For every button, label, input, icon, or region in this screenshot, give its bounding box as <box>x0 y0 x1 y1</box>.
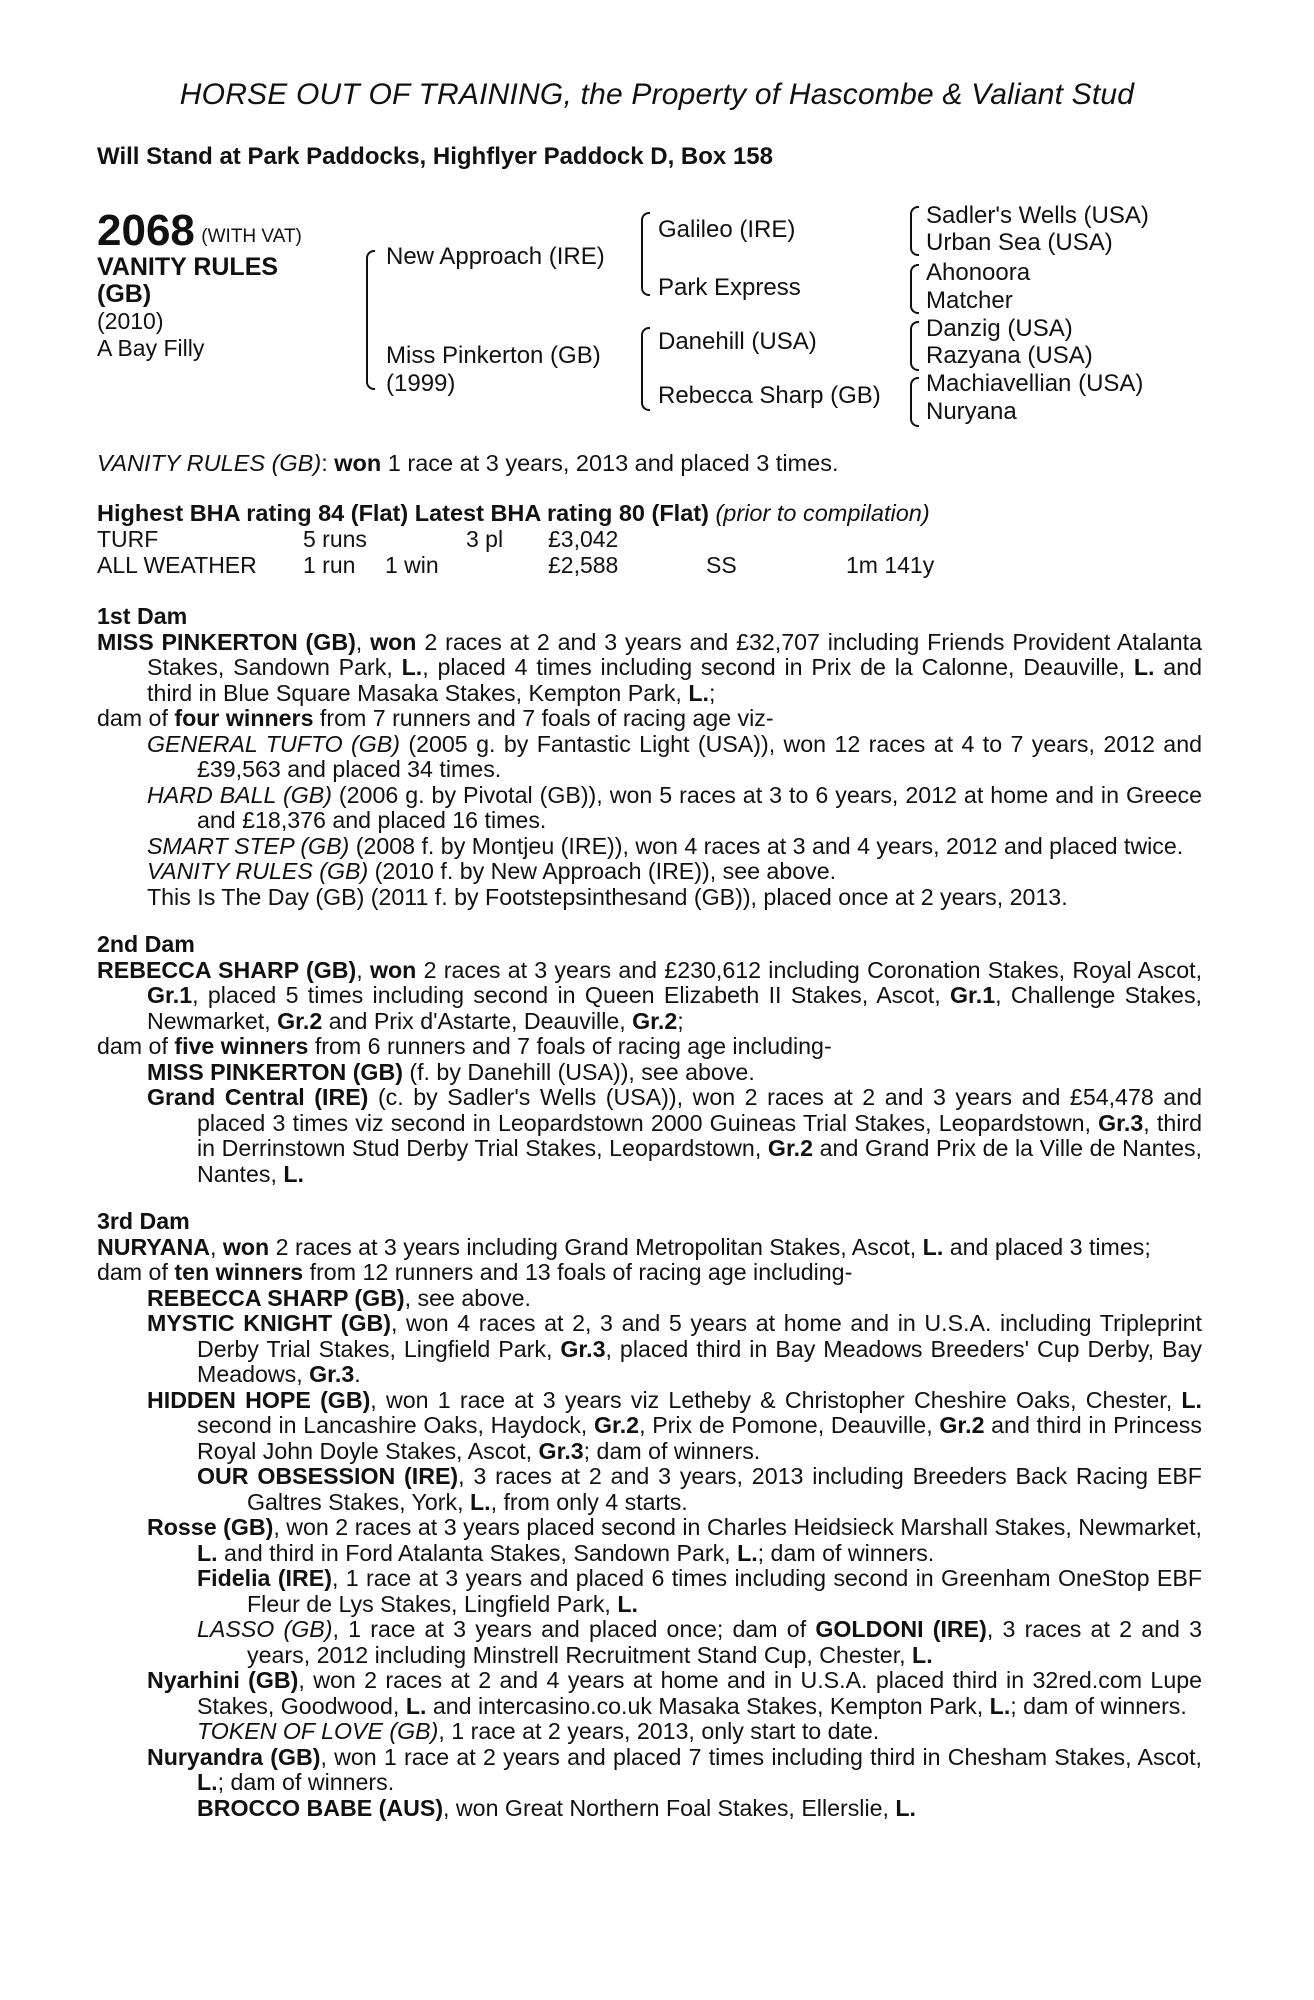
punct: . <box>354 1361 361 1387</box>
dam-dam: Rebecca Sharp (GB) <box>658 382 881 409</box>
dam1-won: won <box>370 628 417 655</box>
foal-name: GOLDONI (IRE) <box>815 1616 987 1642</box>
foal-text: , won 1 race at 3 years viz Letheby & Christopher Cheshire Oaks, Chester, <box>370 1386 1182 1413</box>
foal-text: (2010 f. by New Approach (IRE)), see above. <box>368 858 837 884</box>
grandfoal-entry <box>97 1566 1202 1617</box>
dam2-record: REBECCA SHARP (GB), won 2 races at 3 years and £230,612 including Coronation Stakes, Royal Ascot, Gr.1, placed 5 times including second in Queen Elizabeth II Stakes, Ascot, Gr.1, Challenge Stakes, Newmarket, Gr.2 and Prix d'Astarte, Deauville, Gr.2; <box>97 956 1203 1034</box>
foal-name: MISS PINKERTON (GB) <box>147 1058 403 1085</box>
rating-line <box>97 500 930 527</box>
sire-dam-dam: Matcher <box>926 287 1013 314</box>
sire-dam: Park Express <box>658 274 801 301</box>
dam3-record: NURYANA, won 2 races at 3 years including Grand Metropolitan Stakes, Ascot, L. and placed 3 times; <box>97 1233 1151 1260</box>
foal-name: Fidelia (IRE) <box>197 1565 332 1591</box>
dam1-heading: 1st Dam <box>97 603 188 629</box>
foal-text: (2008 f. by Montjeu (IRE)), won 4 races at 3 and 4 years, 2012 and placed twice. <box>349 832 1184 859</box>
dam2-heading: 2nd Dam <box>97 931 195 957</box>
dam1-text3: and third in Blue Square Masaka Stakes, Kempton Park, <box>147 654 1202 706</box>
group-mark: Gr.1 <box>147 982 193 1008</box>
foal-text: , 1 race at 3 years and placed 6 times including second in Greenham OneStop EBF Fleur de Lys Stakes, Lingfield Park, <box>247 1565 1202 1617</box>
foal-name: Rosse (GB) <box>147 1514 274 1540</box>
foal-text: ; dam of winners. <box>757 1539 935 1566</box>
dam: Miss Pinkerton (GB) <box>386 342 601 369</box>
group-mark: Gr.3 <box>1098 1109 1144 1136</box>
punct: ; <box>708 679 716 706</box>
dam-sire-dam: Razyana (USA) <box>926 342 1093 369</box>
foal-text: (f. by Danehill (USA)), see above. <box>402 1058 755 1085</box>
foal-name: Grand Central (IRE) <box>147 1084 369 1110</box>
foal-text: ; dam of winners. <box>217 1769 395 1795</box>
dam1-winners: four winners <box>174 705 314 731</box>
dam1-text: 2 races at 2 and 3 years and £32,707 including Friends Provident Atalanta Stakes, Sandown Park, <box>147 628 1202 680</box>
listed-mark: L. <box>688 679 709 706</box>
dam-sire-sire: Danzig (USA) <box>926 315 1073 342</box>
foal-entry <box>97 783 1202 834</box>
group-mark: Gr.3 <box>309 1361 355 1387</box>
listed-mark: L. <box>1181 1386 1202 1413</box>
dam3-produce <box>97 1260 1202 1286</box>
dam3-won: won <box>222 1233 270 1260</box>
foal-entry <box>97 1668 1202 1719</box>
dam3-damof: dam of <box>97 1259 175 1285</box>
foal-text: , third in Derrinstown Stud Derby Trial Stakes, Leopardstown, <box>197 1109 1202 1161</box>
dam3-text: 2 races at 3 years including Grand Metropolitan Stakes, Ascot, <box>269 1233 923 1260</box>
foal-entry <box>97 834 1202 860</box>
rating-note: (prior to compilation) <box>715 500 930 526</box>
record-turf-label: TURF <box>97 526 159 552</box>
listed-mark: L. <box>737 1539 758 1566</box>
foal-entry <box>97 859 1202 885</box>
grandfoal-entry <box>97 1617 1202 1668</box>
listed-mark: L. <box>197 1769 218 1795</box>
foal-name: REBECCA SHARP (GB) <box>147 1284 405 1311</box>
dam-sire: Danehill (USA) <box>658 328 817 355</box>
record-aw-wins: 1 win <box>385 552 439 578</box>
foal-text: , won Great Northern Foal Stakes, Ellerslie, <box>443 1794 896 1821</box>
dam1-produce-text: from 7 runners and 7 foals of racing age viz- <box>313 705 774 731</box>
listed-mark: L. <box>197 1539 218 1566</box>
dam3-name: NURYANA <box>97 1233 210 1260</box>
record-aw-prize: £2,588 <box>548 552 619 578</box>
dam2-text: , Challenge Stakes, Newmarket, <box>147 982 1202 1034</box>
listed-mark: L. <box>912 1641 933 1668</box>
grandfoal-entry <box>97 1719 1202 1745</box>
foal-name: OUR OBSESSION (IRE) <box>197 1463 459 1489</box>
sire-sire-dam: Urban Sea (USA) <box>926 229 1113 256</box>
group-mark: Gr.2 <box>277 1007 323 1034</box>
race-summary: VANITY RULES (GB): won 1 race at 3 years, 2013 and placed 3 times. <box>97 450 839 476</box>
dam-sections <box>97 604 1202 1821</box>
group-mark: Gr.3 <box>538 1437 584 1464</box>
group-mark: Gr.3 <box>560 1335 606 1362</box>
foal-entry <box>97 1515 1202 1566</box>
foal-text: , 1 race at 2 years, 2013, only start to date. <box>438 1718 880 1744</box>
foal-text: , won 2 races at 3 years placed second in Charles Heidsieck Marshall Stakes, Newmarket, <box>273 1514 1202 1540</box>
foal-name: BROCCO BABE (AUS) <box>197 1794 444 1821</box>
dam-dam-dam: Nuryana <box>926 398 1017 425</box>
foal-entry <box>97 732 1202 783</box>
record-turf-prize: £3,042 <box>548 526 619 552</box>
record-aw-surface: SS <box>706 552 737 578</box>
summary-won: won <box>334 450 382 476</box>
dam2-text: , placed 5 times including second in Queen Elizabeth II Stakes, Ascot, <box>192 982 950 1008</box>
sire-dam-sire: Ahonoora <box>926 259 1031 286</box>
dam2-damof: dam of <box>97 1033 175 1059</box>
foal-text: , placed third in Bay Meadows Breeders' Cup Derby, Bay Meadows, <box>197 1335 1202 1387</box>
listed-mark: L. <box>469 1488 491 1515</box>
foal-name: Nuryandra (GB) <box>147 1743 321 1770</box>
foal-entry <box>97 1085 1202 1187</box>
foal-text: , won 4 races at 2, 3 and 5 years at home and in U.S.A. including Tripleprint Derby Trial Stakes, Lingfield Park, <box>197 1310 1203 1362</box>
dam2-winners: five winners <box>174 1033 309 1059</box>
foal-text: ; dam of winners. <box>1010 1692 1187 1719</box>
foal-name: HIDDEN HOPE (GB) <box>147 1386 371 1413</box>
foal-text: (2006 g. by Pivotal (GB)), won 5 races at 3 to 6 years, 2012 at home and in Greece and £18,376 and placed 16 times. <box>197 781 1202 833</box>
pedigree-brace-ss <box>910 206 919 256</box>
listed-mark: L. <box>922 1233 944 1260</box>
summary-horse: VANITY RULES (GB) <box>97 450 322 476</box>
foal-entry <box>97 885 1202 911</box>
dam3-winners: ten winners <box>174 1259 304 1285</box>
horse-name: VANITY RULES <box>97 253 279 281</box>
foal-entry <box>97 1311 1202 1388</box>
pedigree-brace-ds <box>910 321 919 371</box>
dam2-produce-text: from 6 runners and 7 foals of racing age including- <box>308 1033 832 1059</box>
horse-description: A Bay Filly <box>97 335 205 361</box>
sire: New Approach (IRE) <box>386 243 605 270</box>
foal-name: GENERAL TUFTO (GB) <box>147 730 400 757</box>
dam-year: (1999) <box>386 370 456 397</box>
summary-text: 1 race at 3 years, 2013 and placed 3 times. <box>381 450 839 476</box>
dam1-name: MISS PINKERTON (GB) <box>97 628 356 655</box>
foal-text: second in Lancashire Oaks, Haydock, <box>197 1412 594 1438</box>
pedigree-brace-main <box>366 250 375 390</box>
page-title: HORSE OUT OF TRAINING, the Property of Hascombe & Valiant Stud <box>179 78 1135 111</box>
sire-sire: Galileo (IRE) <box>658 216 796 243</box>
group-mark: Gr.1 <box>949 982 996 1008</box>
dam2-name: REBECCA SHARP (GB) <box>97 956 357 983</box>
foal-name: TOKEN OF LOVE (GB) <box>197 1718 439 1744</box>
dam1-produce <box>97 706 1202 732</box>
group-mark: Gr.2 <box>767 1135 814 1161</box>
foal-text: , 1 race at 3 years and placed once; dam of <box>332 1616 816 1642</box>
dam2-text: 2 races at 3 years and £230,612 including Coronation Stakes, Royal Ascot, <box>416 956 1203 983</box>
dam3-text: and placed 3 times; <box>943 1233 1151 1260</box>
dam3-produce-text: from 12 runners and 13 foals of racing age including- <box>303 1259 853 1285</box>
rating-text: Highest BHA rating 84 (Flat) Latest BHA rating 80 (Flat) <box>97 500 709 526</box>
foal-name: SMART STEP (GB) <box>147 832 350 859</box>
foal-name: Nyarhini (GB) <box>147 1667 299 1693</box>
pedigree-brace-dd <box>910 377 919 427</box>
grandfoal-entry <box>97 1464 1202 1515</box>
group-mark: Gr.2 <box>593 1412 640 1438</box>
punct: ; <box>677 1007 684 1034</box>
dam2-won: won <box>369 956 417 983</box>
foal-entry <box>97 1286 1202 1312</box>
foal-name: LASSO (GB) <box>197 1616 333 1642</box>
dam2-text: and Prix d'Astarte, Deauville, <box>322 1007 633 1034</box>
foal-text: This Is The Day (GB) (2011 f. by Footstepsinthesand (GB)), placed once at 2 years, 2013. <box>147 883 1068 910</box>
listed-mark: L. <box>1133 654 1155 680</box>
foal-text: , won 2 races at 2 and 4 years at home and in U.S.A. placed third in 32red.com Lupe Stakes, Goodwood, <box>197 1667 1203 1719</box>
foal-entry <box>97 1060 1202 1086</box>
record-aw-runs: 1 run <box>303 552 356 578</box>
dam-dam-sire: Machiavellian (USA) <box>926 370 1144 397</box>
foal-text: , Prix de Pomone, Deauville, <box>639 1412 940 1438</box>
dam1-record: MISS PINKERTON (GB), won 2 races at 2 and 3 years and £32,707 including Friends Provident Atalanta Stakes, Sandown Park, L., placed 4 times including second in Prix de la Calonne, Deauville, L. and third in Blue Square Masaka Stakes, Kempton Park, L.; <box>97 628 1202 706</box>
vat-note: (WITH VAT) <box>201 226 302 247</box>
foal-text: and intercasino.co.uk Masaka Stakes, Kempton Park, <box>426 1692 990 1719</box>
horse-origin: (GB) <box>97 280 152 308</box>
record-aw-distance: 1m 141y <box>846 552 935 578</box>
foal-entry <box>97 1388 1202 1465</box>
foal-year: (2010) <box>97 308 164 334</box>
foal-text: ; dam of winners. <box>583 1437 761 1464</box>
record-aw-label: ALL WEATHER <box>97 552 257 578</box>
listed-mark: L. <box>283 1160 304 1187</box>
foal-name: MYSTIC KNIGHT (GB) <box>147 1310 391 1336</box>
sire-sire-sire: Sadler's Wells (USA) <box>926 202 1149 229</box>
foal-entry <box>97 1745 1202 1796</box>
group-mark: Gr.2 <box>632 1007 678 1034</box>
stand-location: Will Stand at Park Paddocks, Highflyer Paddock D, Box 158 <box>97 143 773 170</box>
lot-number: 2068 <box>97 206 195 255</box>
foal-text: , won 1 race at 2 years and placed 7 times including third in Chesham Stakes, Ascot, <box>320 1743 1202 1770</box>
foal-text: , from only 4 starts. <box>490 1488 688 1515</box>
pedigree-brace-sd <box>910 264 919 314</box>
foal-text: , 3 races at 2 and 3 years, 2013 including Breeders Back Racing EBF Galtres Stakes, York, <box>247 1463 1202 1515</box>
foal-text: , see above. <box>404 1284 531 1311</box>
dam2-produce <box>97 1034 1202 1060</box>
grandfoal-entry <box>97 1796 1202 1822</box>
foal-text: and third in Princess Royal John Doyle Stakes, Ascot, <box>197 1412 1202 1464</box>
pedigree-brace-sire <box>641 212 650 296</box>
listed-mark: L. <box>617 1590 638 1617</box>
foal-text: and Grand Prix de la Ville de Nantes, Nantes, <box>197 1135 1202 1187</box>
listed-mark: L. <box>895 1794 916 1821</box>
listed-mark: L. <box>401 654 423 680</box>
group-mark: Gr.2 <box>939 1412 985 1438</box>
foal-text: (c. by Sadler's Wells (USA)), won 2 races at 2 and 3 years and £54,478 and placed 3 times viz second in Leopardstown 2000 Guineas Trial Stakes, Leopardstown, <box>197 1084 1202 1136</box>
dam1-text2: , placed 4 times including second in Prix de la Calonne, Deauville, <box>422 654 1134 680</box>
listed-mark: L. <box>989 1692 1011 1719</box>
foal-text: and third in Ford Atalanta Stakes, Sandown Park, <box>217 1539 738 1566</box>
foal-text: , 3 races at 2 and 3 years, 2012 including Minstrell Recruitment Stand Cup, Chester, <box>247 1616 1202 1668</box>
record-turf-placed: 3 pl <box>466 526 504 552</box>
pedigree-brace-dam <box>641 327 650 411</box>
lot-block <box>97 208 302 362</box>
foal-text: (2005 g. by Fantastic Light (USA)), won 12 races at 4 to 7 years, 2012 and £39,563 and placed 34 times. <box>197 730 1202 782</box>
dam3-heading: 3rd Dam <box>97 1208 190 1234</box>
foal-name: HARD BALL (GB) <box>147 781 332 808</box>
record-turf-runs: 5 runs <box>303 526 367 552</box>
foal-name: VANITY RULES (GB) <box>147 858 369 884</box>
listed-mark: L. <box>405 1692 427 1719</box>
dam1-damof: dam of <box>97 705 175 731</box>
